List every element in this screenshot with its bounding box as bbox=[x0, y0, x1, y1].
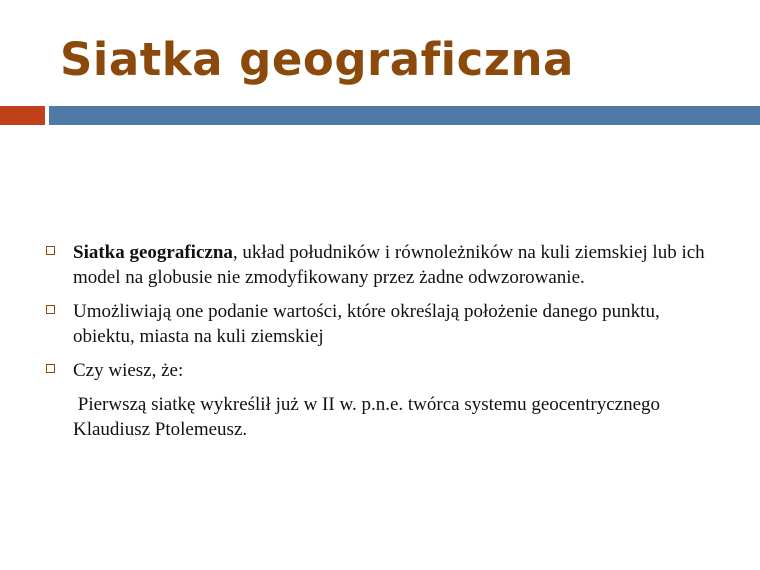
list-item-text bbox=[73, 240, 726, 290]
bullet-square-icon bbox=[46, 364, 55, 373]
list-item bbox=[46, 299, 726, 349]
title-accent-bar bbox=[0, 106, 45, 125]
list-item-text: Umożliwiają one podanie wartości, które określają położenie danego punktu, obiektu, miasta na kuli ziemskiej bbox=[73, 301, 660, 347]
slide-title: Siatka geograficzna bbox=[60, 33, 574, 86]
title-divider-bar bbox=[49, 106, 760, 125]
term-bold: Siatka geograficzna bbox=[73, 242, 233, 263]
bullet-square-icon bbox=[46, 305, 55, 314]
list-item bbox=[46, 240, 726, 290]
bullet-list bbox=[46, 240, 726, 442]
definition-text: , układ południków i równoleżników na kuli ziemskiej lub ich model na globusie nie zmodyfikowany przez żadne odwzorowanie. bbox=[73, 242, 705, 288]
continuation-paragraph: Pierwszą siatkę wykreślił już w II w. p.n.e. twórca systemu geocentrycznego Klaudiusz Ptolemeusz. bbox=[73, 394, 665, 440]
list-item-text: Czy wiesz, że: bbox=[73, 360, 184, 381]
bullet-square-icon bbox=[46, 246, 55, 255]
list-item bbox=[46, 358, 726, 383]
